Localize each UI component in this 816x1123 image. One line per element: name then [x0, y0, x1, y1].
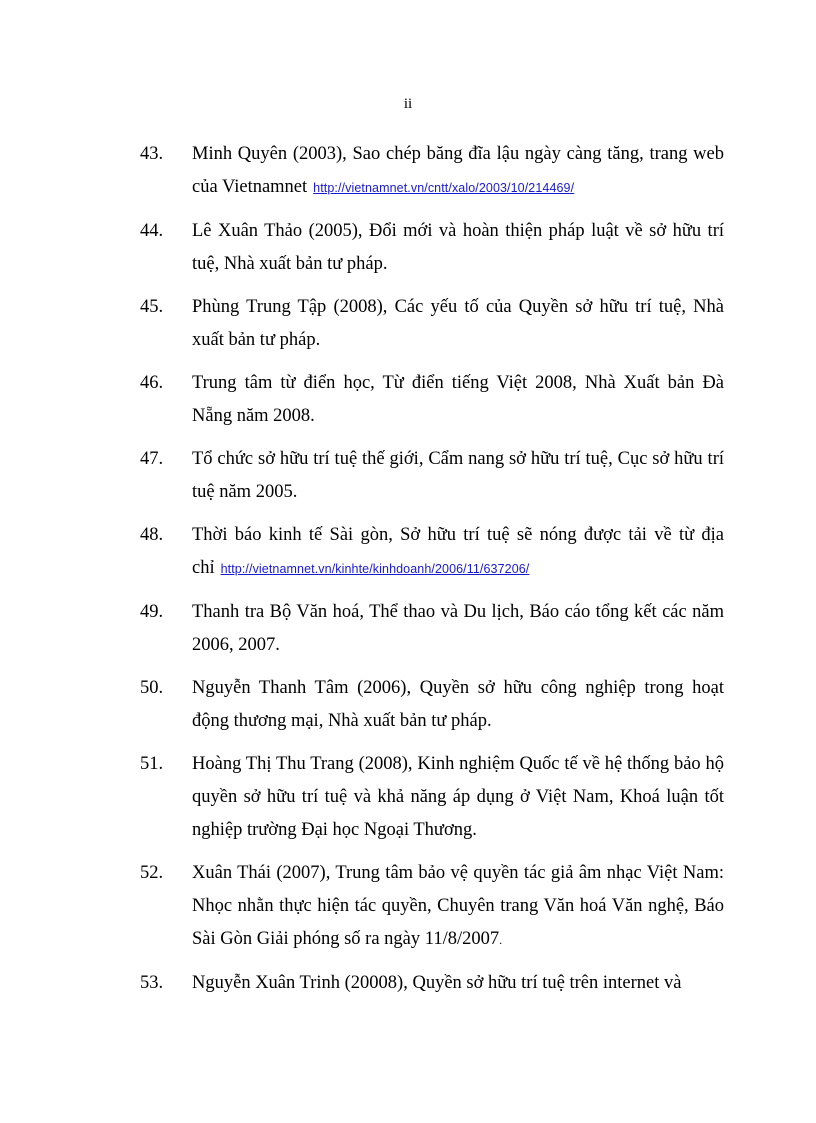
reference-text: Hoàng Thị Thu Trang (2008), Kinh nghiệm Quốc tế về hệ thống bảo hộ quyền sở hữu trí tuệ và khả năng áp dụng ở Việt Nam, Khoá luận tốt nghiệp trường Đại học Ngoại Thương. [192, 754, 724, 840]
reference-number: 46. [140, 373, 164, 393]
reference-item [140, 215, 724, 281]
reference-text: Thanh tra Bộ Văn hoá, Thể thao và Du lịch, Báo cáo tổng kết các năm 2006, 2007. [192, 602, 724, 655]
reference-body [192, 519, 724, 586]
reference-text: Nguyễn Thanh Tâm (2006), Quyền sở hữu công nghiệp trong hoạt động thương mại, Nhà xuất bản tư pháp. [192, 678, 724, 731]
reference-text: Lê Xuân Thảo (2005), Đổi mới và hoàn thiện pháp luật về sở hữu trí tuệ, Nhà xuất bản tư pháp. [192, 221, 724, 274]
reference-item [140, 748, 724, 847]
reference-number: 53. [140, 973, 164, 993]
reference-text: Thời báo kinh tế Sài gòn, Sở hữu trí tuệ sẽ nóng được tải về từ địa chỉ [192, 525, 724, 578]
reference-list [140, 138, 724, 1010]
reference-item [140, 367, 724, 433]
reference-number: 51. [140, 754, 164, 774]
reference-number: 45. [140, 297, 164, 317]
reference-body [192, 138, 724, 205]
reference-number: 44. [140, 221, 164, 241]
reference-item [140, 443, 724, 509]
reference-item [140, 672, 724, 738]
reference-item [140, 138, 724, 205]
reference-text: Trung tâm từ điển học, Từ điển tiếng Việt 2008, Nhà Xuất bản Đà Nẵng năm 2008. [192, 373, 724, 426]
reference-item [140, 857, 724, 957]
reference-suffix: . [499, 933, 503, 947]
reference-text: Phùng Trung Tập (2008), Các yếu tố của Quyền sở hữu trí tuệ, Nhà xuất bản tư pháp. [192, 297, 724, 350]
page-number: ii [403, 96, 413, 112]
reference-item [140, 967, 724, 1000]
reference-number: 47. [140, 449, 164, 469]
reference-text: Xuân Thái (2007), Trung tâm bảo vệ quyền tác giả âm nhạc Việt Nam: Nhọc nhằn thực hiện tác quyền, Chuyên trang Văn hoá Văn nghệ, Báo Sài Gòn Giải phóng số ra ngày 11/8/2007 [192, 863, 724, 949]
reference-text: Minh Quyên (2003), Sao chép băng đĩa lậu ngày càng tăng, trang web của Vietnamnet [192, 144, 724, 197]
reference-item [140, 519, 724, 586]
reference-number: 52. [140, 863, 164, 883]
reference-number: 50. [140, 678, 164, 698]
reference-number: 49. [140, 602, 164, 622]
reference-text: Nguyễn Xuân Trinh (20008), Quyền sở hữu trí tuệ trên internet và [192, 973, 682, 993]
reference-link[interactable]: http://vietnamnet.vn/kinhte/kinhdoanh/2006/11/637206/ [220, 562, 530, 576]
reference-item [140, 596, 724, 662]
reference-link[interactable]: http://vietnamnet.vn/cntt/xalo/2003/10/214469/ [313, 181, 575, 195]
reference-text: Tổ chức sở hữu trí tuệ thế giới, Cẩm nang sở hữu trí tuệ, Cục sở hữu trí tuệ năm 2005. [192, 449, 724, 502]
reference-body [192, 857, 724, 957]
reference-item [140, 291, 724, 357]
reference-number: 43. [140, 144, 164, 164]
reference-number: 48. [140, 525, 164, 545]
